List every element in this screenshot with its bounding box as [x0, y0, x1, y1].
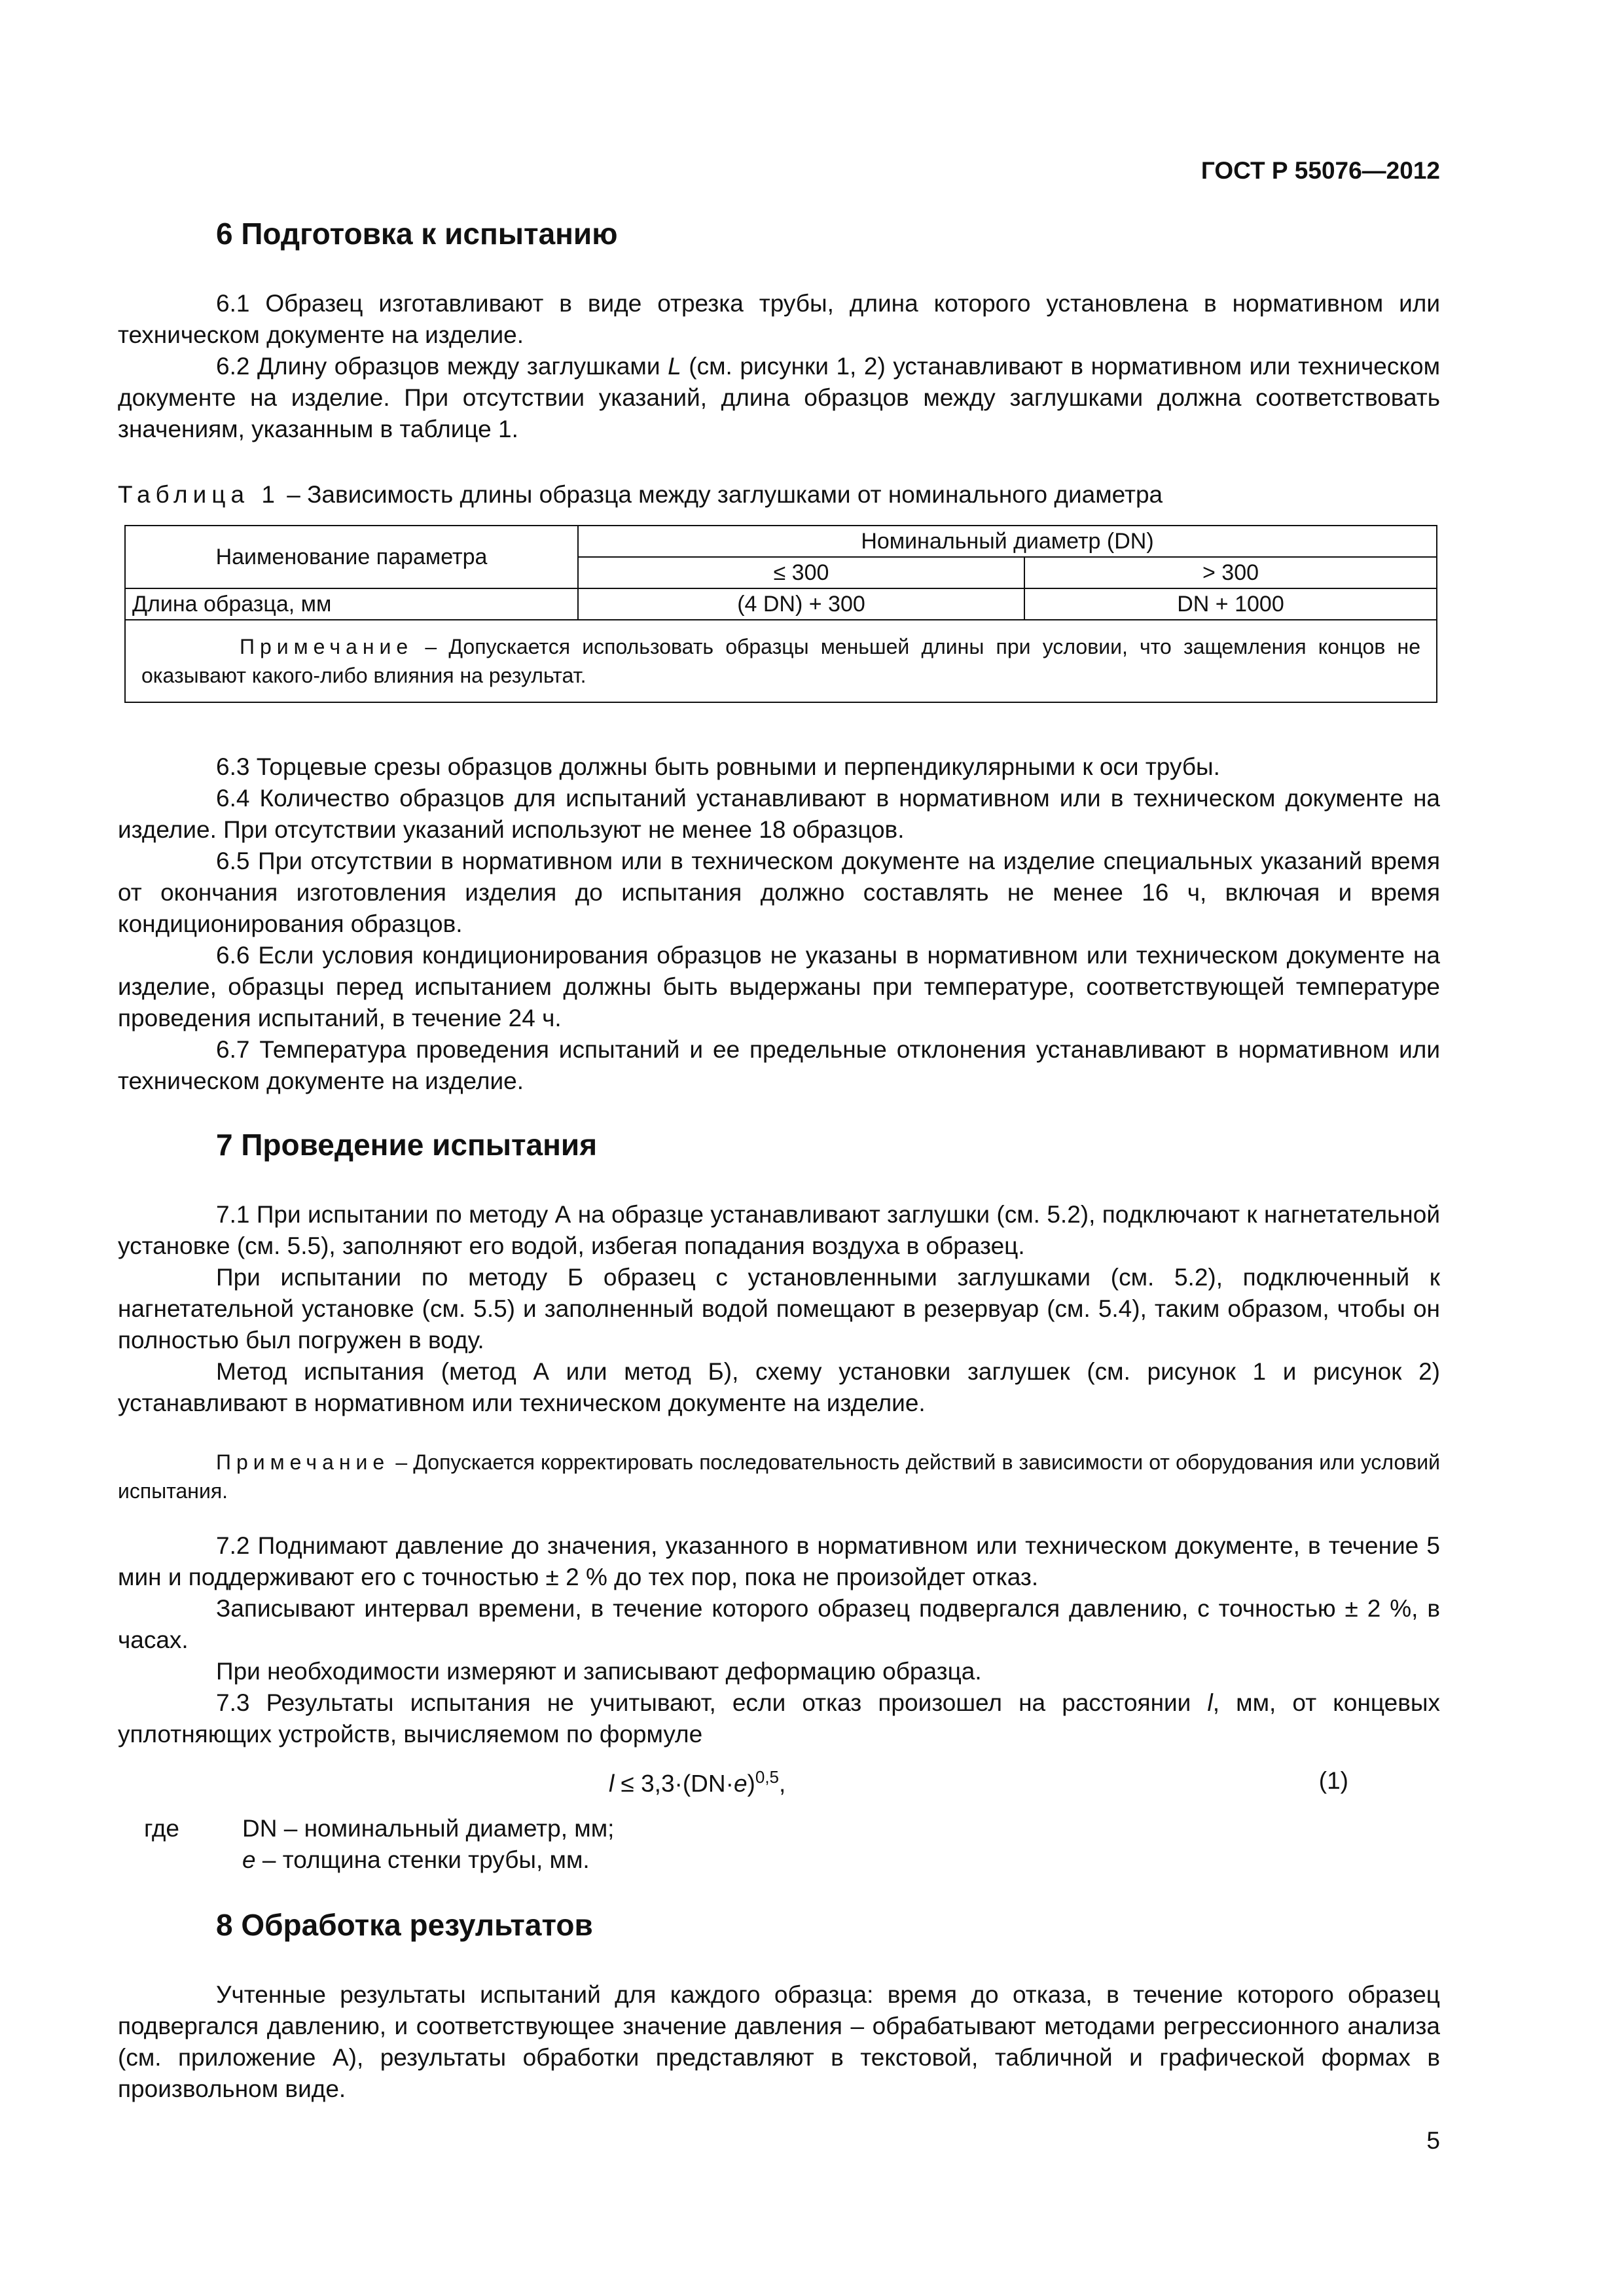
where-dn: DN – номинальный диаметр, мм;: [242, 1815, 615, 1842]
table-1-caption: Таблица 1 – Зависимость длины образца между заглушками от номинального диаметра: [118, 481, 1163, 508]
section-7-title: 7 Проведение испытания: [216, 1128, 598, 1162]
table-header-gt-300: > 300: [1024, 557, 1437, 588]
table-header-le-300: ≤ 300: [578, 557, 1024, 588]
paragraph-8: Учтенные результаты испытаний для каждого образца: время до отказа, в течение которого образец подвергался давлению, и соответствующее значение давления – обрабатывают методами регрессионного анализа (см. приложение А), результаты обработки представляют в текстовой, табличной и графической формах в произвольном виде.: [118, 1981, 1440, 2102]
section-7-note: Примечание – Допускается корректировать последовательность действий в зависимости от оборудования или условий испытания.: [118, 1450, 1440, 1503]
where-e: e – толщина стенки трубы, мм.: [242, 1846, 590, 1873]
paragraph-7-1-method-b: При испытании по методу Б образец с установленными заглушками (см. 5.2), подключенный к нагнетательной установке (см. 5.5) и заполненный водой помещают в резервуар (см. 5.4), таким образом, чтобы он полностью был погружен в воду.: [118, 1264, 1440, 1354]
formula-number: (1): [1318, 1767, 1348, 1794]
document-code: ГОСТ Р 55076—2012: [1200, 157, 1440, 184]
table-header-dn: Номинальный диаметр (DN): [578, 526, 1437, 557]
formula-expression: $l \le 3,3\cdot(DN\cdot e)^{0,5}$,: [609, 1767, 786, 1797]
paragraph-7-2: 7.2 Поднимают давление до значения, указанного в нормативном или техническом документе, в течение 5 мин и поддерживают его с точностью ± 2 % до тех пор, пока не произойдет отказ.: [118, 1532, 1440, 1590]
paragraph-6-6: 6.6 Если условия кондиционирования образцов не указаны в нормативном или техническом документе на изделие, образцы перед испытанием должны быть выдержаны при температуре, соответствующей температуре проведения испытаний, в течение 24 ч.: [118, 942, 1440, 1031]
paragraph-6-7: 6.7 Температура проведения испытаний и ее предельные отклонения устанавливают в нормативном или техническом документе на изделие.: [118, 1036, 1440, 1094]
paragraph-6-2: 6.2 Длину образцов между заглушками L (см. рисунки 1, 2) устанавливают в нормативном или техническом документе на изделие. При отсутствии указаний, длина образцов между заглушками должна соответствовать значениям, указанным в таблице 1.: [118, 353, 1441, 442]
paragraph-7-2-deformation: При необходимости измеряют и записывают деформацию образца.: [216, 1658, 982, 1685]
paragraph-6-4: 6.4 Количество образцов для испытаний устанавливают в нормативном или в техническом документе на изделие. При отсутствии указаний используют не менее 18 образцов.: [118, 785, 1440, 843]
paragraph-6-1: 6.1 Образец изготавливают в виде отрезка трубы, длина которого установлена в нормативном или техническом документе на изделие.: [118, 290, 1440, 348]
table-1: [124, 525, 1437, 703]
table-cell-value-2: DN + 1000: [1024, 588, 1437, 620]
paragraph-7-3: 7.3 Результаты испытания не учитывают, если отказ произошел на расстоянии l, мм, от концевых уплотняющих устройств, вычисляемом по формуле: [118, 1689, 1441, 1748]
formula-1: [118, 1767, 1440, 1806]
paragraph-7-2-record: Записывают интервал времени, в течение которого образец подвергался давлению, с точностью ± 2 %, в часах.: [118, 1595, 1440, 1653]
page-number: 5: [1426, 2127, 1440, 2154]
table-note: Примечание – Допускается использовать образцы меньшей длины при условии, что защемления концов не оказывают какого-либо влияния на результат.: [125, 620, 1437, 702]
paragraph-7-1-scheme: Метод испытания (метод А или метод Б), схему установки заглушек (см. рисунок 1 и рисунок 2) устанавливают в нормативном или техническом документе на изделие.: [118, 1358, 1440, 1416]
table-cell-value-1: (4 DN) + 300: [578, 588, 1024, 620]
where-label: где: [144, 1815, 180, 1842]
table-header-param: Наименование параметра: [125, 526, 578, 588]
section-8-title: 8 Обработка результатов: [216, 1908, 593, 1942]
section-6-title: 6 Подготовка к испытанию: [216, 217, 618, 251]
paragraph-6-5: 6.5 При отсутствии в нормативном или в техническом документе на изделие специальных указаний время от окончания изготовления изделия до испытания должно составлять не менее 16 ч, включая и время кондиционирования образцов.: [118, 848, 1440, 937]
paragraph-7-1: 7.1 При испытании по методу А на образце устанавливают заглушки (см. 5.2), подключают к нагнетательной установке (см. 5.5), заполняют его водой, избегая попадания воздуха в образец.: [118, 1201, 1440, 1259]
table-row-label: Длина образца, мм: [125, 588, 578, 620]
paragraph-6-3: 6.3 Торцевые срезы образцов должны быть ровными и перпендикулярными к оси трубы.: [216, 753, 1220, 780]
